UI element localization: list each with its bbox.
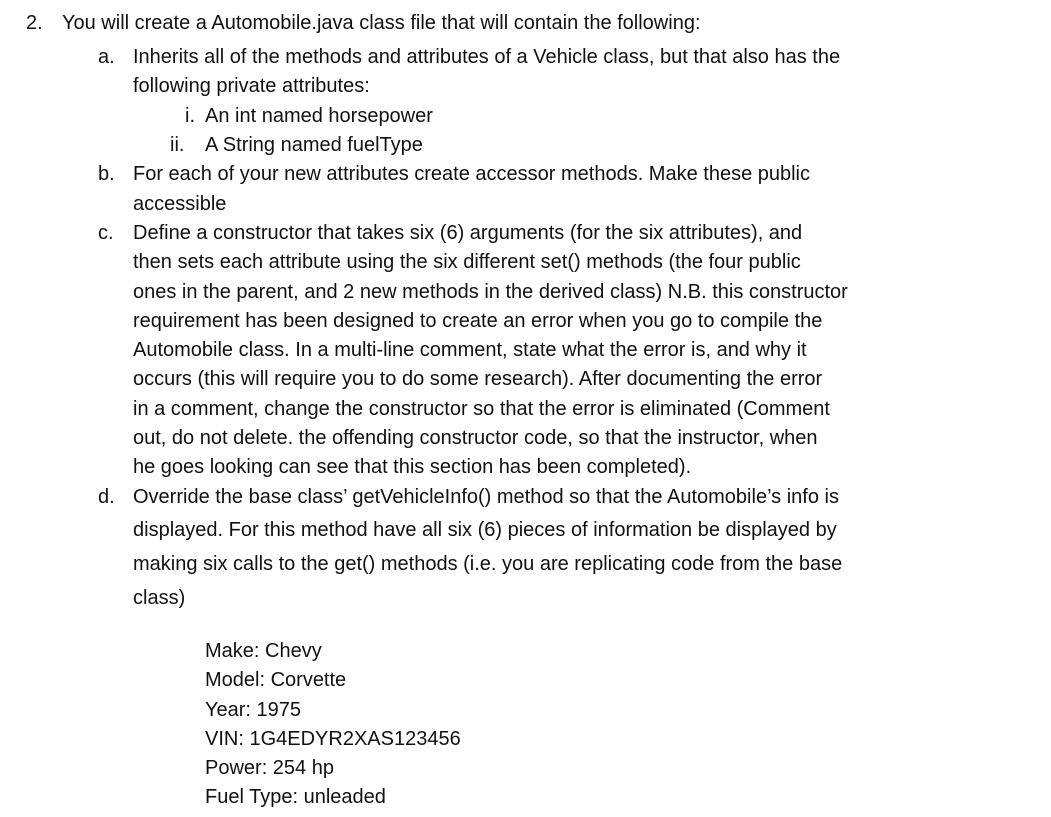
item-c-line-6: occurs (this will require you to do some research). After documenting the error: [133, 368, 823, 390]
item-a-sub-i-marker: i.: [185, 105, 195, 127]
sample-output-line: Make: Chevy: [205, 640, 322, 662]
item-c-marker: c.: [98, 222, 114, 244]
item-a-marker: a.: [98, 46, 115, 68]
item-c-line-1: Define a constructor that takes six (6) arguments (for the six attributes), and: [133, 222, 803, 244]
item-d-line-1: Override the base class’ getVehicleInfo() method so that the Automobile’s info is: [133, 486, 839, 508]
question-text: You will create a Automobile.java class file that will contain the following:: [62, 12, 701, 34]
item-c-line-4: requirement has been designed to create an error when you go to compile the: [133, 310, 823, 332]
sample-output-line: Power: 254 hp: [205, 757, 334, 779]
question-number: 2.: [26, 12, 43, 34]
item-c-line-7: in a comment, change the constructor so that the error is eliminated (Comment: [133, 398, 830, 420]
item-d-line-4: class): [133, 587, 186, 609]
item-b-line-1: For each of your new attributes create accessor methods. Make these public: [133, 163, 811, 185]
item-b-marker: b.: [98, 163, 115, 185]
item-a-line-2: following private attributes:: [133, 75, 370, 97]
item-a-sub-ii-text: A String named fuelType: [205, 134, 423, 156]
sample-output-line: Fuel Type: unleaded: [205, 786, 386, 808]
item-c-line-2: then sets each attribute using the six different set() methods (the four public: [133, 251, 801, 273]
item-d-line-3: making six calls to the get() methods (i.e. you are replicating code from the base: [133, 553, 843, 575]
item-c-line-9: he goes looking can see that this section has been completed).: [133, 456, 692, 478]
item-c-line-5: Automobile class. In a multi-line comment, state what the error is, and why it: [133, 339, 807, 361]
item-c-line-8: out, do not delete. the offending constructor code, so that the instructor, when: [133, 427, 818, 449]
sample-output-line: Year: 1975: [205, 699, 302, 721]
item-a-line-1: Inherits all of the methods and attributes of a Vehicle class, but that also has the: [133, 46, 841, 68]
item-c-line-3: ones in the parent, and 2 new methods in the derived class) N.B. this constructor: [133, 281, 848, 303]
item-d-marker: d.: [98, 486, 115, 508]
item-b-line-2: accessible: [133, 193, 227, 215]
sample-output-line: Model: Corvette: [205, 669, 347, 691]
item-a-sub-ii-marker: ii.: [170, 134, 185, 156]
item-a-sub-i-text: An int named horsepower: [205, 105, 433, 127]
item-d-line-2: displayed. For this method have all six (6) pieces of information be displayed by: [133, 519, 837, 541]
sample-output-line: VIN: 1G4EDYR2XAS123456: [205, 728, 461, 750]
